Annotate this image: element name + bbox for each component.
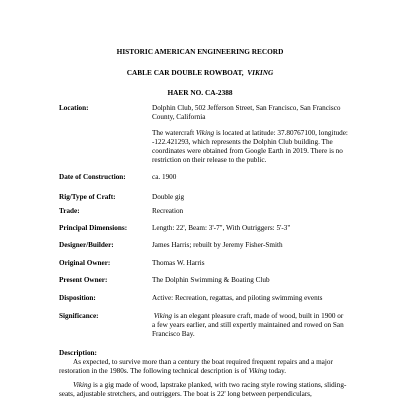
location-value: Dolphin Club, 502 Jefferson Street, San Francisco, San Francisco County, California: [152, 104, 341, 121]
location-note-pre: The watercraft: [152, 129, 195, 137]
designer-builder-label: Designer/Builder:: [59, 241, 114, 249]
date-of-construction-value: ca. 1900: [152, 173, 177, 181]
description-heading: Description:: [59, 349, 97, 357]
rig-type-label: Rig/Type of Craft:: [59, 193, 116, 201]
location-note: [152, 129, 348, 165]
location-note-post: is located at latitude: 37.80767100, longitude: -122.421293, which represents the Dolphin Club building. The coordinates were obtained from Google Earth in 2019. There is no restriction on their release to the public.: [152, 129, 348, 164]
record-title: HISTORIC AMERICAN ENGINEERING RECORD: [116, 47, 284, 56]
description-p2-boat-name: Viking: [73, 381, 92, 389]
location-label: Location:: [59, 104, 89, 112]
document-title: [0, 68, 400, 77]
present-owner-label: Present Owner:: [59, 276, 108, 284]
significance-label: Significance:: [59, 312, 99, 320]
disposition-label: Disposition:: [59, 294, 96, 302]
description-paragraph-1: [59, 358, 349, 376]
description-p1-boat-name: Viking: [248, 367, 267, 375]
trade-value: Recreation: [152, 207, 184, 215]
principal-dimensions-value: Length: 22', Beam: 3'-7", With Outriggers: 5'-3": [152, 224, 291, 232]
significance-text: is an elegant pleasure craft, made of wood, built in 1900 or a few years earlier, and still expertly maintained and rowed on San Francisco Bay.: [152, 312, 344, 338]
description-paragraph-2: [59, 381, 349, 399]
rig-type-value: Double gig: [152, 193, 185, 201]
description-p1-post: today.: [268, 367, 287, 375]
present-owner-value: The Dolphin Swimming & Boating Club: [152, 276, 270, 284]
original-owner-value: Thomas W. Harris: [152, 259, 205, 267]
boat-name: VIKING: [247, 68, 274, 77]
significance-value: [152, 312, 348, 339]
designer-builder-value: James Harris; rebuilt by Jeremy Fisher-Smith: [152, 241, 283, 249]
document-title-prefix: CABLE CAR DOUBLE ROWBOAT,: [126, 68, 244, 77]
trade-label: Trade:: [59, 207, 80, 215]
principal-dimensions-label: Principal Dimensions:: [59, 224, 128, 232]
disposition-value: Active: Recreation, regattas, and piloting swimming events: [152, 294, 323, 302]
haer-number: HAER NO. CA-2388: [167, 88, 233, 97]
significance-boat-name: Viking: [153, 312, 173, 320]
description-p1-pre: As expected, to survive more than a century the boat required frequent repairs and a major restoration in the 1980s. The following technical description is of: [59, 358, 333, 375]
location-note-boat-name: Viking: [195, 129, 215, 137]
date-of-construction-label: Date of Construction:: [59, 173, 126, 181]
original-owner-label: Original Owner:: [59, 259, 111, 267]
description-p2-text: is a gig made of wood, lapstrake planked, with two racing style rowing stations, sliding-seats, adjustable stretchers, and outriggers. The boat is 22' long between perpendiculars,: [59, 381, 347, 398]
